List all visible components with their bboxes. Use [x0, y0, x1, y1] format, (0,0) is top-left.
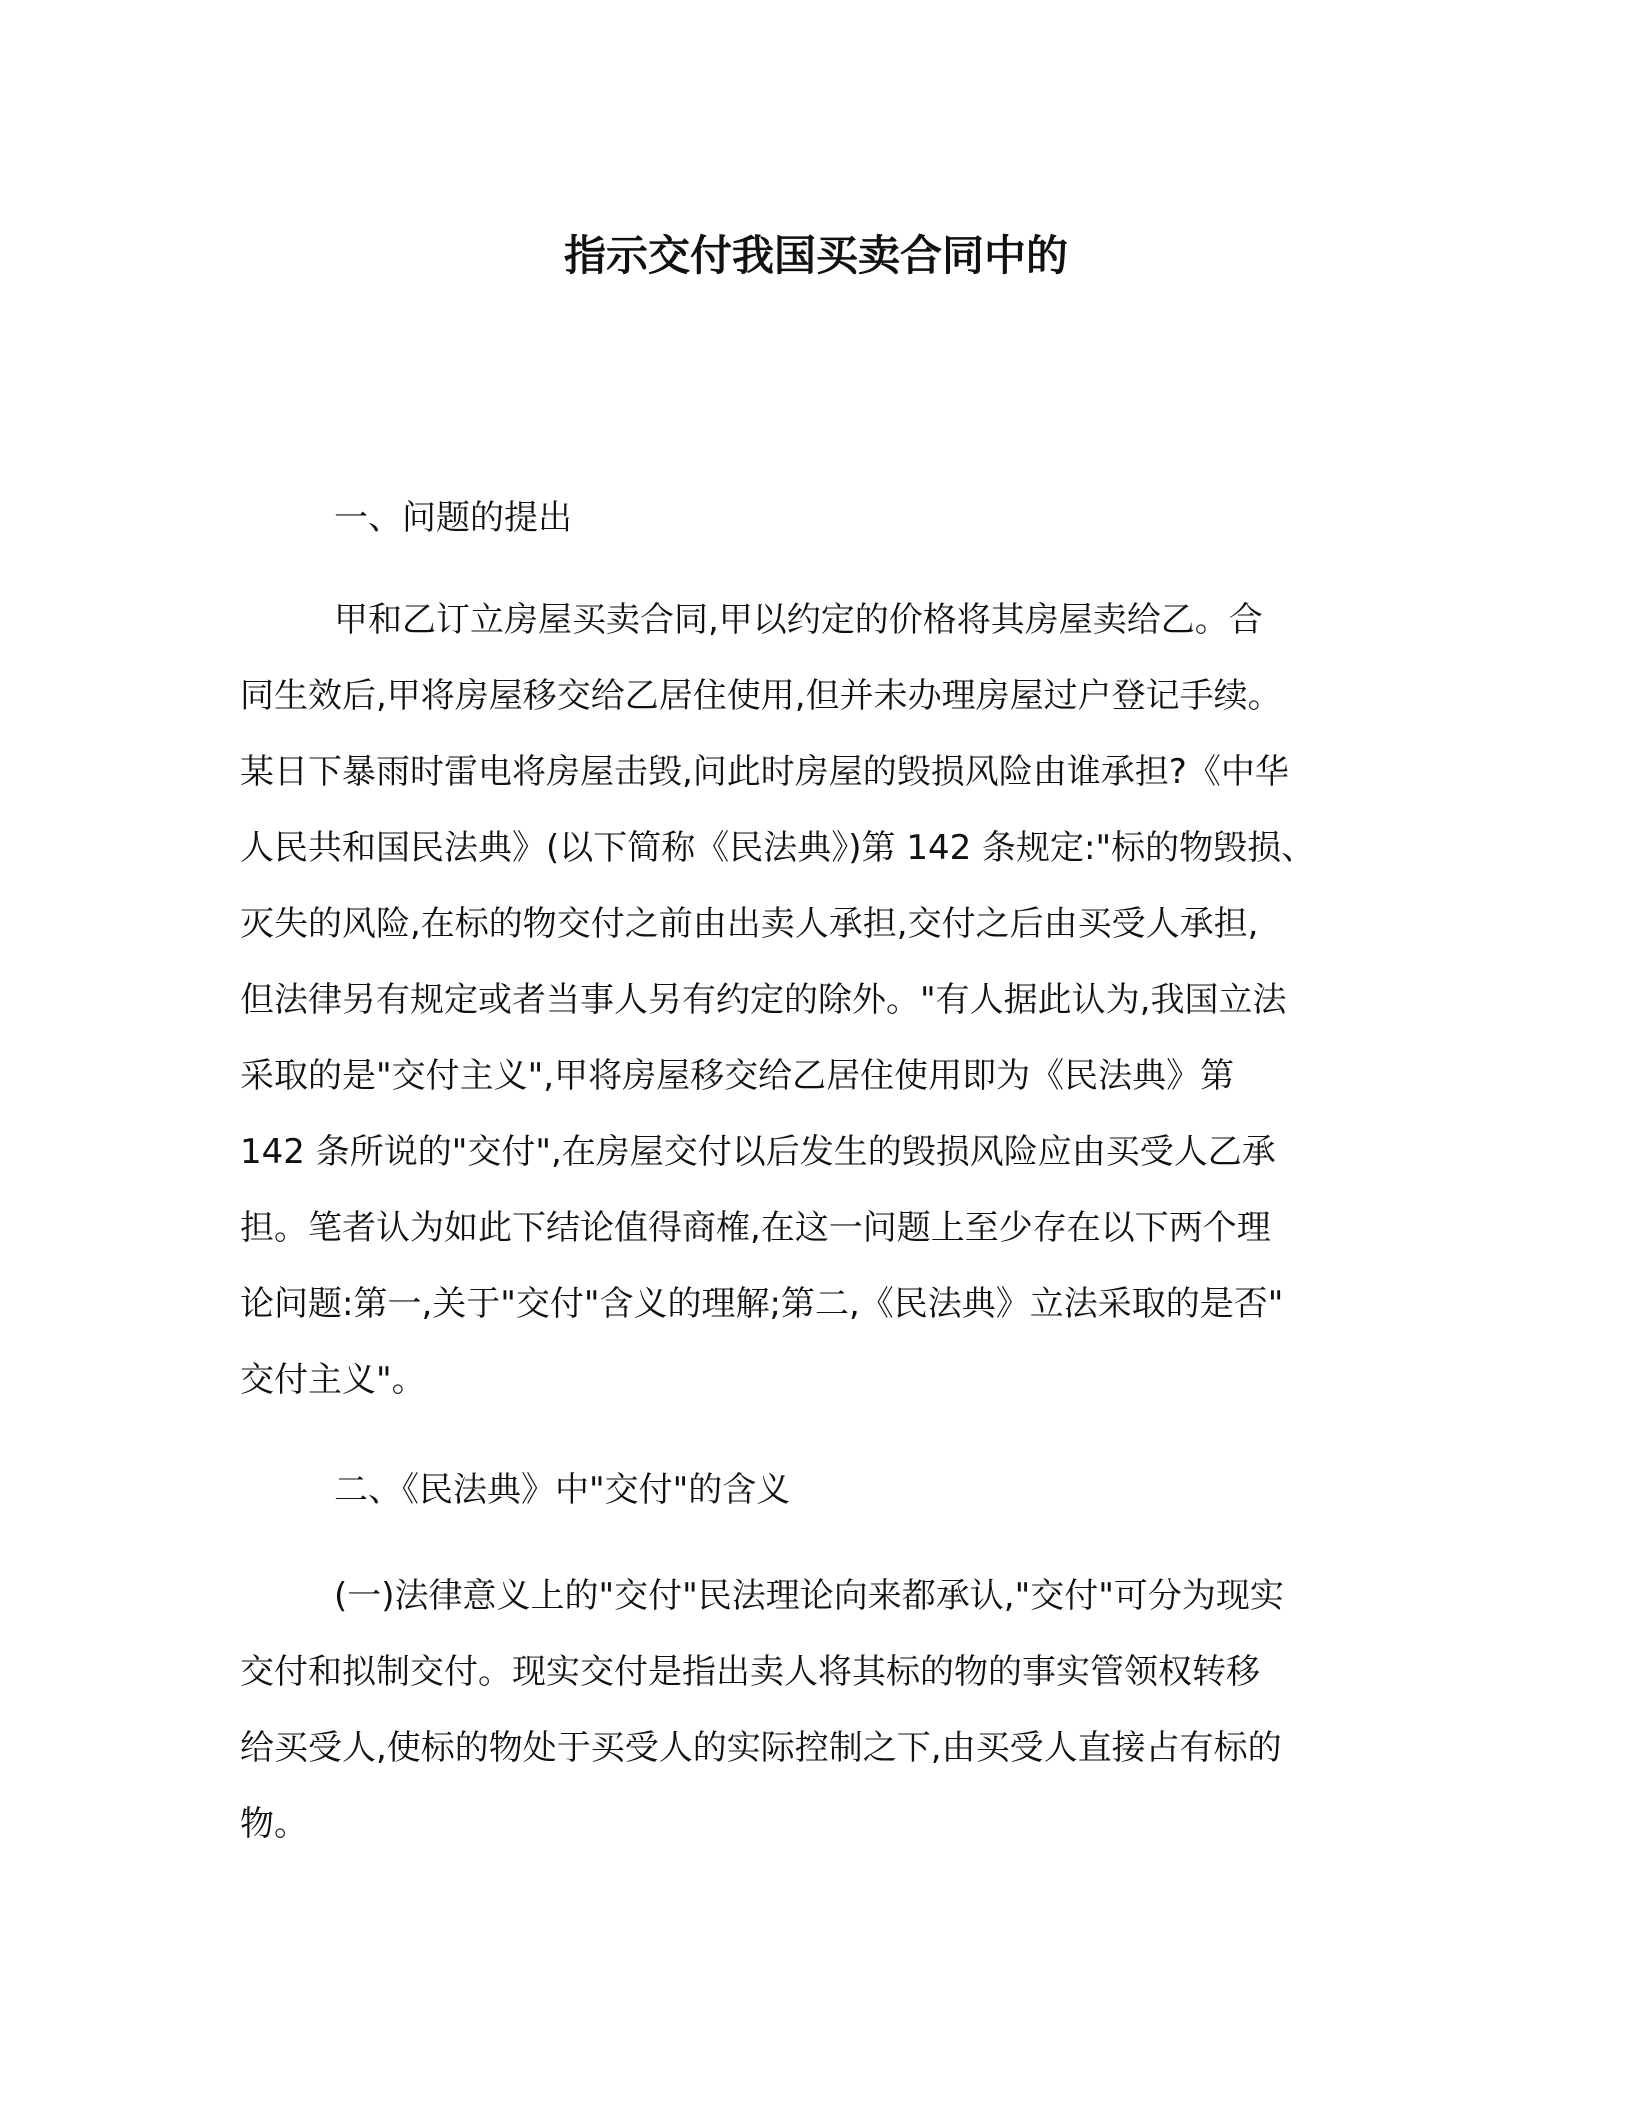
- paragraph-line: 交付主义"。: [240, 1360, 426, 1400]
- paragraph-line: 物。: [240, 1804, 308, 1844]
- paragraph-line: 灭失的风险,在标的物交付之前由出卖人承担,交付之后由买受人承担,: [240, 904, 1259, 944]
- paragraph-line: 人民共和国民法典》(以下简称《民法典》)第 142 条规定:"标的物毁损、: [240, 828, 1316, 868]
- document-title: 指示交付我国买卖合同中的: [563, 231, 1068, 280]
- paragraph-line: 甲和乙订立房屋买卖合同,甲以约定的价格将其房屋卖给乙。合: [334, 600, 1263, 640]
- paragraph-line: 采取的是"交付主义",甲将房屋移交给乙居住使用即为《民法典》第: [240, 1056, 1235, 1096]
- paragraph-line: 论问题:第一,关于"交付"含义的理解;第二,《民法典》立法采取的是否": [240, 1284, 1284, 1324]
- paragraph-line: 142 条所说的"交付",在房屋交付以后发生的毁损风险应由买受人乙承: [240, 1132, 1276, 1172]
- section-heading-1: 一、问题的提出: [334, 498, 572, 538]
- paragraph-line: 担。笔者认为如此下结论值得商榷,在这一问题上至少存在以下两个理: [240, 1208, 1271, 1248]
- paragraph-line: 给买受人,使标的物处于买受人的实际控制之下,由买受人直接占有标的: [240, 1728, 1282, 1768]
- paragraph-line: (一)法律意义上的"交付"民法理论向来都承认,"交付"可分为现实: [334, 1576, 1284, 1616]
- section-heading-2: 二、《民法典》中"交付"的含义: [334, 1470, 791, 1510]
- paragraph-line: 但法律另有规定或者当事人另有约定的除外。"有人据此认为,我国立法: [240, 980, 1287, 1020]
- paragraph-line: 某日下暴雨时雷电将房屋击毁,问此时房屋的毁损风险由谁承担?《中华: [240, 752, 1289, 792]
- paragraph-line: 交付和拟制交付。现实交付是指出卖人将其标的物的事实管领权转移: [240, 1652, 1260, 1692]
- paragraph-line: 同生效后,甲将房屋移交给乙居住使用,但并未办理房屋过户登记手续。: [240, 676, 1282, 716]
